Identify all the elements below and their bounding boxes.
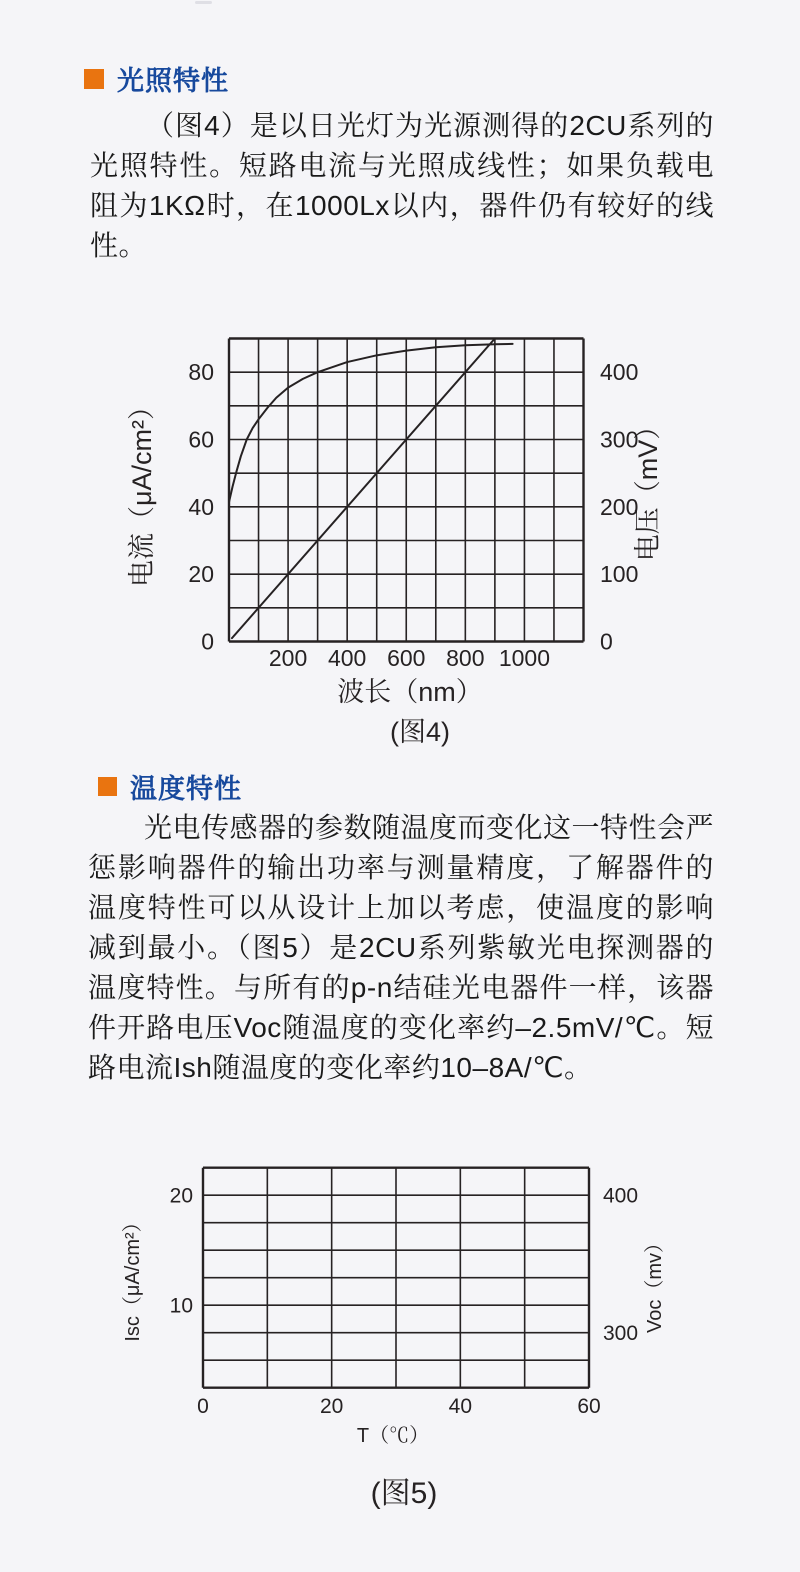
x-tick-label: 400 (327, 645, 367, 671)
y-tick-label-right: 0 (600, 628, 613, 655)
y-tick-label-left: 40 (188, 493, 214, 520)
y-tick-label-right: 300 (600, 426, 639, 453)
x-axis-title: T（℃） (356, 1425, 430, 1447)
drag-handle (195, 1, 212, 4)
y-axis-title-left: Isc（μA/cm²） (122, 1212, 144, 1342)
y-tick-label-left: 80 (188, 359, 214, 386)
section-heading-illumination (84, 59, 229, 98)
y-axis-title-left: 电流（μA/cm²） (127, 392, 157, 588)
y-tick-label-right: 400 (603, 1184, 639, 1208)
figure-caption: (图5) (370, 1477, 438, 1510)
section-heading-text: 温度特性 (130, 774, 242, 804)
orange-square-bullet-icon (98, 777, 117, 796)
figure5-line-chart (80, 1150, 720, 1520)
x-tick-label: 40 (448, 1395, 473, 1418)
body-paragraph-illumination: （图4）是以日光灯为光源测得的2CU系列的光照特性。短路电流与光照成线性；如果负载电阻为1KΩ时，在1000Lx以内，器件仍有较好的线性。 (90, 110, 714, 261)
x-tick-label: 200 (268, 645, 308, 671)
x-tick-label: 20 (319, 1395, 344, 1418)
x-axis-title: 波长（nm） (337, 677, 483, 707)
x-tick-label: 1000 (498, 645, 551, 671)
figure-caption: (图4) (390, 717, 450, 747)
data-curve (232, 339, 495, 639)
x-tick-label: 0 (197, 1395, 209, 1418)
y-tick-label-left: 20 (169, 1184, 193, 1208)
y-tick-label-left: 10 (169, 1294, 193, 1318)
y-tick-label-right: 200 (600, 493, 639, 520)
orange-square-bullet-icon (84, 69, 104, 89)
y-tick-label-left: 60 (188, 426, 214, 453)
y-tick-label-right: 300 (603, 1322, 639, 1346)
x-tick-label: 600 (387, 645, 426, 671)
y-axis-title-right: 电压（mV） (633, 412, 663, 562)
y-axis-title-right: Voc（mv） (644, 1232, 666, 1334)
body-paragraph-temperature: 光电传感器的参数随温度而变化这一特性会严惩影响器件的输出功率与测量精度，了解器件的温度特性可以从设计上加以考虑，使温度的影响减到最小。（图5）是2CU系列紫敏光电探测器的温度特性。与所有的p-n结硅光电器件一样，该器件开路电压Voc随温度的变化率约–2.5mV/℃。短路电流Ish随温度的变化率约10–8A/℃。 (88, 812, 715, 1083)
y-tick-label-left: 20 (188, 561, 214, 588)
section-heading-temperature (98, 767, 242, 806)
y-tick-label-right: 400 (600, 359, 639, 386)
y-tick-label-left: 0 (201, 628, 214, 655)
x-tick-label: 60 (577, 1395, 601, 1418)
x-tick-label: 800 (446, 645, 485, 671)
figure4-line-chart (90, 328, 730, 758)
y-tick-label-right: 100 (600, 561, 639, 588)
section-heading-text: 光照特性 (117, 66, 229, 96)
